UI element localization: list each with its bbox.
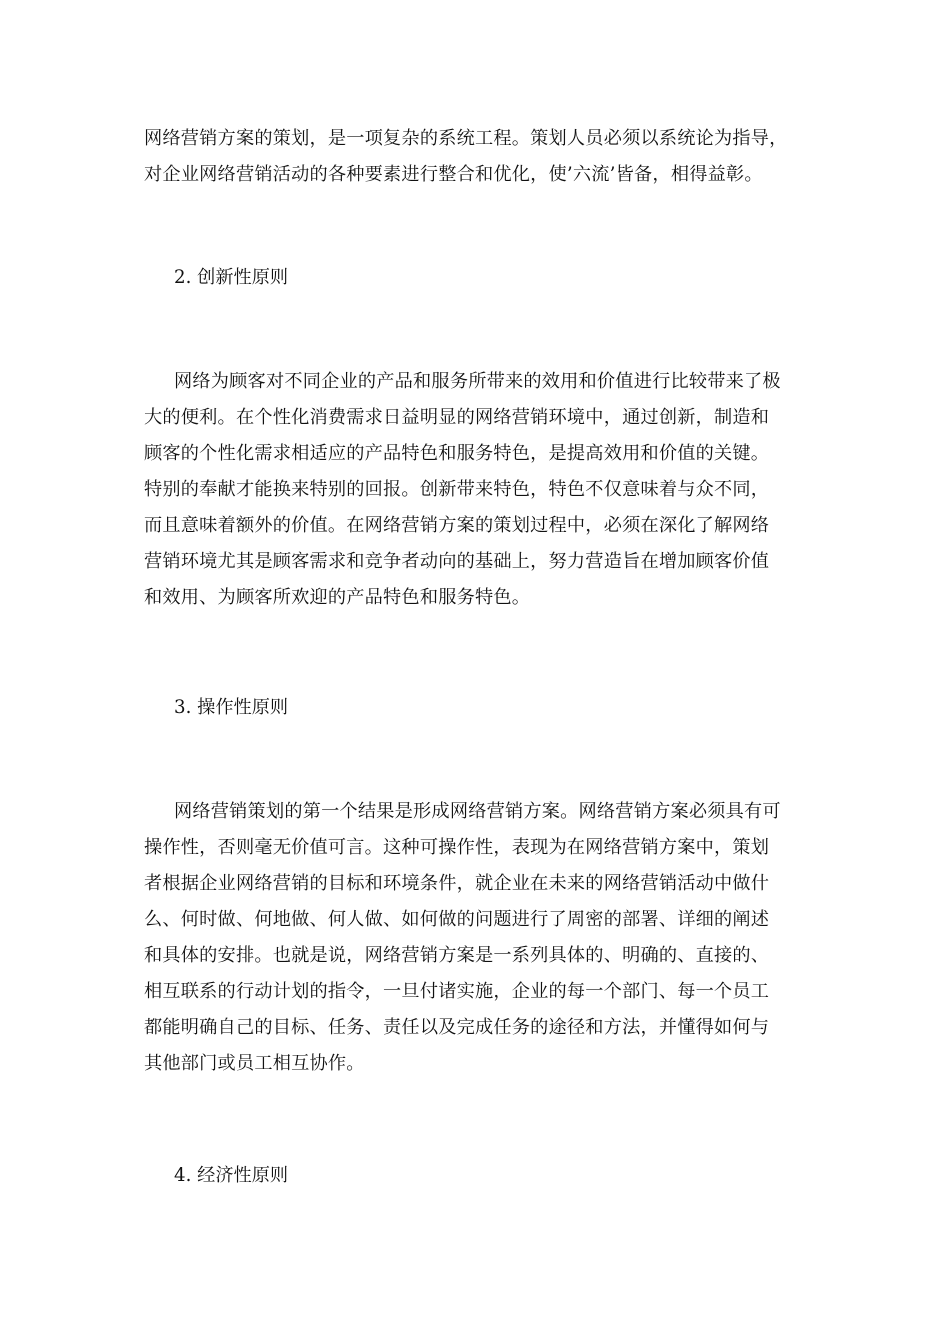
paragraph-line: 对企业网络营销活动的各种要素进行整合和优化，使’六流’皆备，相得益彰。 [144, 164, 763, 185]
section-heading-innovation: 2. 创新性原则 [174, 267, 289, 288]
paragraph-line: 特别的奉献才能换来特别的回报。创新带来特色，特色不仅意味着与众不同， [144, 479, 770, 500]
paragraph-line: 网络营销策划的第一个结果是形成网络营销方案。网络营销方案必须具有可 [174, 801, 781, 822]
paragraph-line: 营销环境尤其是顾客需求和竞争者动向的基础上，努力营造旨在增加顾客价值 [144, 551, 770, 572]
paragraph-innovation-principle [144, 364, 809, 616]
paragraph-line: 其他部门或员工相互协作。 [144, 1053, 365, 1074]
paragraph-line: 和效用、为顾客所欢迎的产品特色和服务特色。 [144, 587, 531, 608]
paragraph-line: 和具体的安排。也就是说，网络营销方案是一系列具体的、明确的、直接的、 [144, 945, 770, 966]
paragraph-line: 都能明确自己的目标、任务、责任以及完成任务的途径和方法，并懂得如何与 [144, 1017, 770, 1038]
paragraph-line: 而且意味着额外的价值。在网络营销方案的策划过程中，必须在深化了解网络 [144, 515, 770, 536]
paragraph-operability-principle [144, 794, 809, 1082]
paragraph-line: 操作性，否则毫无价值可言。这种可操作性，表现为在网络营销方案中，策划 [144, 837, 770, 858]
section-heading-economy: 4. 经济性原则 [174, 1165, 289, 1186]
paragraph-line: 网络营销方案的策划，是一项复杂的系统工程。策划人员必须以系统论为指导， [144, 128, 788, 149]
paragraph-line: 么、何时做、何地做、何人做、如何做的问题进行了周密的部署、详细的阐述 [144, 909, 770, 930]
paragraph-line: 相互联系的行动计划的指令，一旦付诸实施，企业的每一个部门、每一个员工 [144, 981, 770, 1002]
paragraph-line: 大的便利。在个性化消费需求日益明显的网络营销环境中，通过创新，制造和 [144, 407, 770, 428]
paragraph-line: 顾客的个性化需求相适应的产品特色和服务特色，是提高效用和价值的关键。 [144, 443, 770, 464]
paragraph-line: 者根据企业网络营销的目标和环境条件，就企业在未来的网络营销活动中做什 [144, 873, 770, 894]
paragraph-line: 网络为顾客对不同企业的产品和服务所带来的效用和价值进行比较带来了极 [174, 371, 781, 392]
section-heading-operability: 3. 操作性原则 [174, 697, 289, 718]
paragraph-system-principle [144, 121, 809, 193]
